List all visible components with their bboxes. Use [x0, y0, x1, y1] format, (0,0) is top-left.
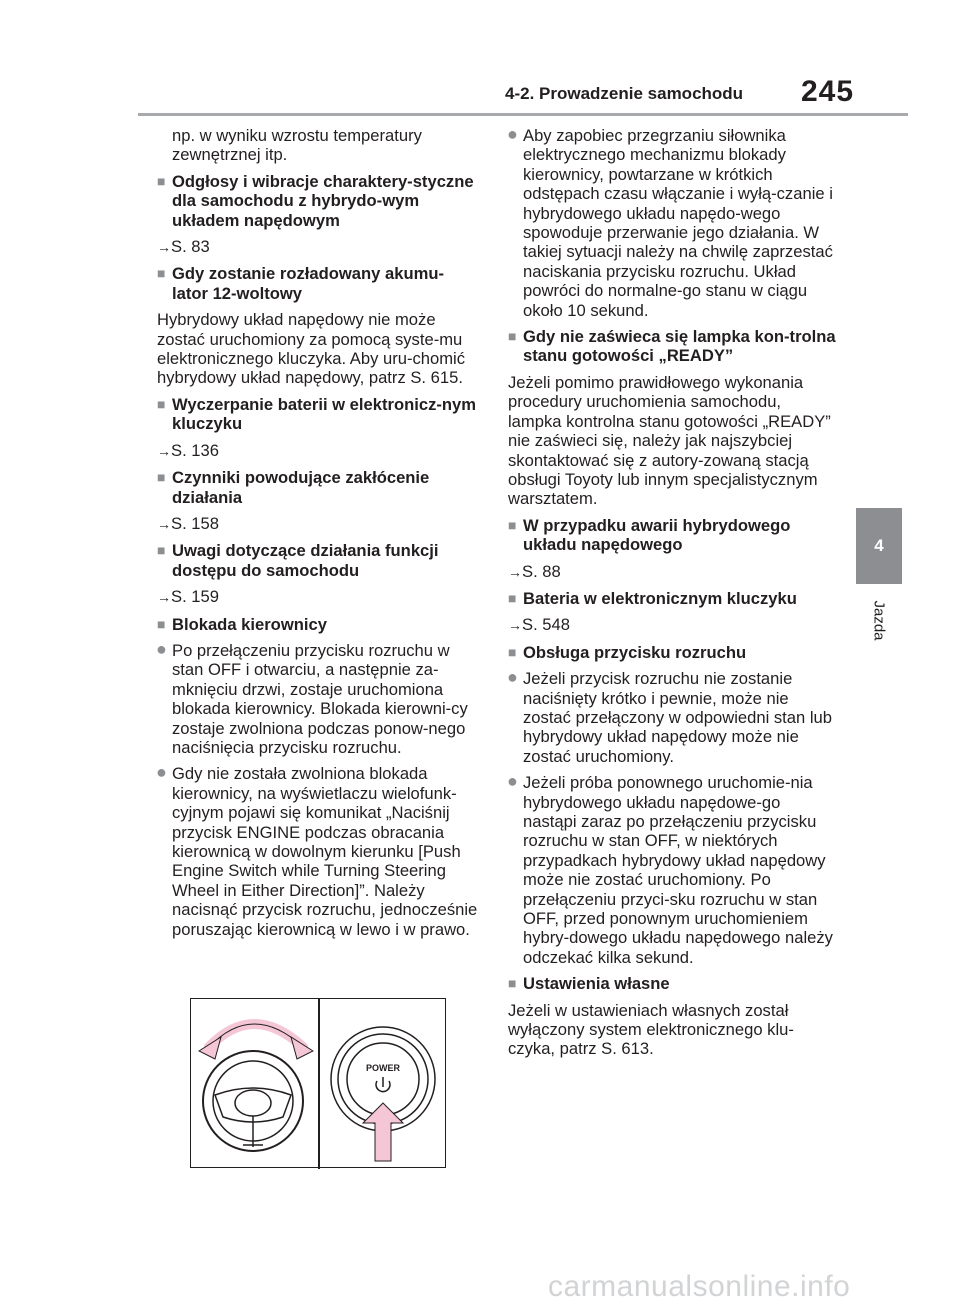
section-heading: [157, 264, 479, 303]
heading-text: Ustawienia własne: [523, 974, 670, 994]
heading-text: Blokada kierownicy: [172, 614, 327, 634]
section-heading: [157, 541, 479, 580]
section-title: 4-2. Prowadzenie samochodu: [505, 84, 744, 103]
heading-text: Wyczerpanie baterii w elektronicz-nym kluczyku: [172, 394, 477, 434]
square-marker-icon: ■: [508, 516, 517, 533]
paragraph: Hybrydowy układ napędowy nie może zostać uruchomiony za pomocą syste-mu elektronicznego kluczyka. Aby uru-chomić hybrydowy układ napędowy, patrz S. 615.: [157, 310, 466, 388]
bullet-item: [508, 126, 836, 320]
bullet-item: [508, 669, 836, 766]
page-reference: [508, 562, 836, 582]
square-marker-icon: ■: [508, 328, 517, 345]
watermark: carmanualsonline.info: [548, 1270, 851, 1303]
reference-text[interactable]: S. 548: [522, 615, 570, 635]
chapter-label-text: Jazda: [870, 599, 888, 641]
chapter-label: [856, 590, 902, 650]
heading-text: Gdy nie zaświeca się lampka kon-trolna stanu gotowości „READY”: [523, 327, 836, 366]
reference-text[interactable]: S. 83: [171, 237, 210, 257]
square-marker-icon: ■: [157, 615, 166, 632]
bullet-item: [508, 773, 836, 967]
section-heading: [508, 516, 836, 555]
continued-text: np. w wyniku wzrostu temperatury zewnętrznej itp.: [172, 126, 422, 165]
heading-text: W przypadku awarii hybrydowego układu napędowego: [523, 515, 791, 555]
bullet-icon: ●: [507, 124, 518, 144]
square-marker-icon: ■: [508, 975, 517, 992]
heading-text: Czynniki powodujące zakłócenie działania: [172, 468, 430, 507]
page-reference: [157, 441, 479, 461]
chapter-number: 4: [874, 536, 884, 555]
arrow-icon: →: [157, 515, 171, 532]
bullet-icon: ●: [156, 638, 167, 659]
section-heading: [157, 615, 479, 634]
square-marker-icon: ■: [157, 542, 166, 559]
bullet-item: [156, 638, 479, 757]
paragraph: Jeżeli w ustawieniach własnych został wyłączony system elektronicznego klu-czyka, patrz S. 613.: [508, 1000, 794, 1059]
section-heading: [157, 395, 479, 434]
reference-text[interactable]: S. 159: [171, 587, 219, 607]
page-reference: [157, 237, 479, 257]
square-marker-icon: ■: [157, 395, 166, 412]
bullet-icon: ●: [507, 667, 518, 688]
arrow-icon: →: [508, 563, 522, 580]
illustration-svg: [191, 999, 447, 1169]
header-divider: [138, 113, 908, 116]
reference-text[interactable]: S. 88: [522, 561, 561, 581]
reference-text[interactable]: S. 158: [171, 513, 219, 533]
section-heading: [508, 974, 836, 993]
square-marker-icon: ■: [508, 643, 517, 660]
steering-lock-illustration: [190, 998, 446, 1168]
arrow-icon: →: [157, 442, 171, 459]
bullet-text: Gdy nie została zwolniona blokada kierownicy, na wyświetlaczu wielofunk-cyjnym pojawi się komunikat „Naciśnij przycisk ENGINE podczas obracania kierownicą w dowolnym kierunku [Push Engine Switch while Turning Steering Wheel in Either Direction]”. Należy nacisnąć przycisk rozruchu, jednocześnie poruszając kierownicą w lewo i w prawo.: [172, 764, 478, 939]
power-label: POWER: [365, 1063, 401, 1073]
section-heading: [508, 643, 836, 662]
bullet-text: Jeżeli przycisk rozruchu nie zostanie naciśnięty krótko i pewnie, może nie zostać przełączony w odpowiedni stan lub hybrydowy układ napędowy może nie zostać uruchomiony.: [523, 669, 833, 766]
heading-text: Odgłosy i wibracje charaktery-styczne dla samochodu z hybrydo-wym układem napędowym: [172, 171, 474, 230]
heading-text: Gdy zostanie rozładowany akumu-lator 12-woltowy: [172, 264, 445, 303]
section-heading: [157, 468, 479, 507]
heading-text: Uwagi dotyczące działania funkcji dostępu do samochodu: [172, 541, 439, 580]
left-column: [157, 126, 479, 946]
right-column: [508, 126, 836, 1066]
paragraph: Jeżeli pomimo prawidłowego wykonania procedury uruchomienia samochodu, lampka kontrolna stanu gotowości „READY” nie zaświeci się, należy jak najszybciej skontaktować się z autory-zowaną stacją obsługi Toyoty lub innym specjalistycznym warsztatem.: [508, 372, 831, 509]
heading-text: Obsługa przycisku rozruchu: [523, 642, 747, 662]
arrow-icon: →: [157, 589, 171, 606]
page-reference: [157, 587, 479, 607]
section-heading: [508, 589, 836, 608]
bullet-text: Aby zapobiec przegrzaniu siłownika elektrycznego mechanizmu blokady kierownicy, powtarzane w krótkich odstępach czasu włączanie i wyłą-czanie i hybrydowego układu napędo-wego spowoduje przerwanie jego działania. W takiej sytuacji należy na chwilę zaprzestać naciskania przycisku rozruchu. Układ powróci do normalne-go stanu w ciągu około 10 sekund.: [523, 126, 833, 320]
bullet-item: [157, 764, 479, 939]
page-reference: [508, 615, 836, 635]
bullet-icon: ●: [156, 762, 167, 783]
section-heading: [157, 172, 479, 230]
square-marker-icon: ■: [157, 469, 166, 486]
square-marker-icon: ■: [157, 172, 166, 189]
square-marker-icon: ■: [508, 589, 517, 606]
bullet-text: Po przełączeniu przycisku rozruchu w stan OFF i otwarciu, a następnie za-mknięciu drzwi, zostaje uruchomiona blokada kierownicy. Blokada kierowni-cy zostaje zwolniona podczas ponow-nego naciśnięcia przycisku rozruchu.: [172, 640, 468, 757]
section-heading: [508, 327, 836, 366]
arrow-icon: →: [508, 617, 522, 634]
page-number: 245: [801, 75, 855, 108]
heading-text: Bateria w elektronicznym kluczyku: [523, 588, 797, 608]
bullet-icon: ●: [507, 771, 518, 792]
bullet-text: Jeżeli próba ponownego uruchomie-nia hybrydowego układu napędowe-go nastąpi zaraz po przełączeniu przycisku rozruchu w stan OFF, w niektórych przypadkach hybrydowy układ napędowy może nie zostać uruchomiony. Po przełączeniu przyci-sku rozruchu w stan OFF, przed ponownym uruchomieniem hybry-dowego układu napędowego należy odczekać kilka sekund.: [523, 773, 833, 967]
square-marker-icon: ■: [157, 265, 166, 282]
reference-text[interactable]: S. 136: [171, 440, 219, 460]
chapter-tab[interactable]: [856, 508, 902, 584]
page-reference: [157, 514, 479, 534]
arrow-icon: →: [157, 239, 171, 256]
